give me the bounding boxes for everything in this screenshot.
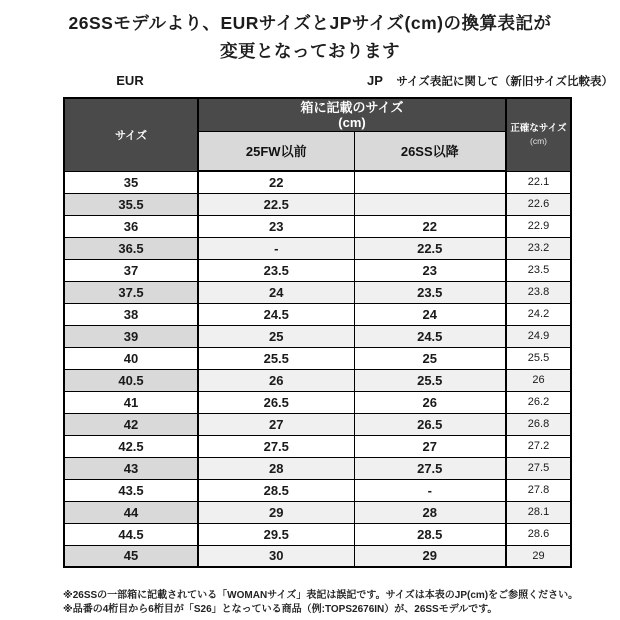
table-row bbox=[64, 215, 571, 237]
ss26-cell bbox=[354, 171, 506, 193]
exact-size-cell: 25.5 bbox=[506, 347, 571, 369]
exact-size-cell: 27.5 bbox=[506, 457, 571, 479]
eur-size-cell: 40.5 bbox=[64, 369, 198, 391]
exact-size-cell: 24.2 bbox=[506, 303, 571, 325]
comparison-note-label: サイズ表記に関して（新旧サイズ比較表） bbox=[396, 76, 613, 88]
box-size-group-line2: (cm) bbox=[338, 114, 366, 130]
ss26-cell: 22 bbox=[354, 215, 506, 237]
exact-size-cell: 27.2 bbox=[506, 435, 571, 457]
table-row bbox=[64, 281, 571, 303]
fw25-cell: 27.5 bbox=[198, 435, 354, 457]
table-row bbox=[64, 347, 571, 369]
ss26-cell: 25 bbox=[354, 347, 506, 369]
fw25-cell: 23.5 bbox=[198, 259, 354, 281]
fw25-cell: 30 bbox=[198, 545, 354, 567]
table-row bbox=[64, 501, 571, 523]
ss26-cell: 24.5 bbox=[354, 325, 506, 347]
exact-size-cell: 23.8 bbox=[506, 281, 571, 303]
table-row bbox=[64, 237, 571, 259]
table-row bbox=[64, 259, 571, 281]
eur-size-cell: 37 bbox=[64, 259, 198, 281]
fw25-cell: - bbox=[198, 237, 354, 259]
eur-size-cell: 44.5 bbox=[64, 523, 198, 545]
exact-size-cell: 26 bbox=[506, 369, 571, 391]
exact-size-cell: 27.8 bbox=[506, 479, 571, 501]
table-row bbox=[64, 369, 571, 391]
table-row bbox=[64, 171, 571, 193]
eur-size-cell: 39 bbox=[64, 325, 198, 347]
fw25-cell: 28 bbox=[198, 457, 354, 479]
exact-size-cell: 23.2 bbox=[506, 237, 571, 259]
size-header-cell: サイズ bbox=[64, 98, 198, 171]
fw25-cell: 25 bbox=[198, 325, 354, 347]
table-row bbox=[64, 523, 571, 545]
table-row bbox=[64, 325, 571, 347]
table-row bbox=[64, 545, 571, 567]
exact-size-cell: 23.5 bbox=[506, 259, 571, 281]
eur-size-cell: 35 bbox=[64, 171, 198, 193]
page-title bbox=[0, 9, 620, 65]
eur-size-cell: 42 bbox=[64, 413, 198, 435]
fw25-cell: 25.5 bbox=[198, 347, 354, 369]
eur-size-cell: 37.5 bbox=[64, 281, 198, 303]
ss26-cell: 23 bbox=[354, 259, 506, 281]
exact-size-header-cell bbox=[506, 98, 571, 171]
ss26-cell: 28.5 bbox=[354, 523, 506, 545]
fw25-cell: 29 bbox=[198, 501, 354, 523]
eur-size-cell: 41 bbox=[64, 391, 198, 413]
header-row-group bbox=[64, 98, 571, 131]
table-row bbox=[64, 413, 571, 435]
eur-size-cell: 38 bbox=[64, 303, 198, 325]
size-table-body bbox=[64, 171, 571, 567]
eur-size-cell: 40 bbox=[64, 347, 198, 369]
eur-size-cell: 43 bbox=[64, 457, 198, 479]
exact-size-cell: 26.2 bbox=[506, 391, 571, 413]
fw25-cell: 23 bbox=[198, 215, 354, 237]
ss26-cell: - bbox=[354, 479, 506, 501]
table-row bbox=[64, 457, 571, 479]
exact-size-cell: 28.1 bbox=[506, 501, 571, 523]
eur-size-cell: 42.5 bbox=[64, 435, 198, 457]
ss26-cell: 27.5 bbox=[354, 457, 506, 479]
ss26-cell bbox=[354, 193, 506, 215]
exact-size-cell: 22.1 bbox=[506, 171, 571, 193]
ss26-cell: 23.5 bbox=[354, 281, 506, 303]
table-row bbox=[64, 391, 571, 413]
table-row bbox=[64, 479, 571, 501]
fw25-cell: 27 bbox=[198, 413, 354, 435]
ss26-cell: 27 bbox=[354, 435, 506, 457]
ss26-cell: 24 bbox=[354, 303, 506, 325]
table-header bbox=[64, 98, 571, 171]
fw25-cell: 24 bbox=[198, 281, 354, 303]
exact-size-line2: (cm) bbox=[530, 135, 547, 146]
footnote-line2: ※品番の4桁目から6桁目が「S26」となっている商品（例:TOPS2676IN）が、26SSモデルです。 bbox=[63, 603, 498, 615]
footnote-line1: ※26SSの一部箱に記載されている「WOMANサイズ」表記は誤記です。サイズは本表のJP(cm)をご参照ください。 bbox=[63, 590, 579, 601]
exact-size-cell: 29 bbox=[506, 545, 571, 567]
jp-column-label: JP bbox=[367, 73, 383, 88]
ss26-cell: 25.5 bbox=[354, 369, 506, 391]
eur-column-label: EUR bbox=[116, 73, 144, 88]
table-row bbox=[64, 193, 571, 215]
fw25-cell: 29.5 bbox=[198, 523, 354, 545]
exact-size-cell: 28.6 bbox=[506, 523, 571, 545]
size-conversion-table bbox=[63, 97, 572, 568]
fw25-cell: 22.5 bbox=[198, 193, 354, 215]
fw25-cell: 24.5 bbox=[198, 303, 354, 325]
table-row bbox=[64, 303, 571, 325]
box-size-group-line1: 箱に記載のサイズ bbox=[300, 99, 404, 115]
ss26-cell: 29 bbox=[354, 545, 506, 567]
page-title-line1: 26SSモデルより、EURサイズとJPサイズ(cm)の換算表記が bbox=[68, 13, 552, 33]
col-26ss-header-cell: 26SS以降 bbox=[354, 131, 506, 171]
box-size-group-header-cell bbox=[198, 98, 506, 131]
eur-size-cell: 45 bbox=[64, 545, 198, 567]
table-row bbox=[64, 435, 571, 457]
eur-size-cell: 43.5 bbox=[64, 479, 198, 501]
eur-size-cell: 36.5 bbox=[64, 237, 198, 259]
eur-size-cell: 44 bbox=[64, 501, 198, 523]
ss26-cell: 22.5 bbox=[354, 237, 506, 259]
footnotes bbox=[63, 589, 613, 616]
ss26-cell: 28 bbox=[354, 501, 506, 523]
col-25fw-header-cell: 25FW以前 bbox=[198, 131, 354, 171]
exact-size-cell: 24.9 bbox=[506, 325, 571, 347]
fw25-cell: 26.5 bbox=[198, 391, 354, 413]
eur-size-cell: 35.5 bbox=[64, 193, 198, 215]
exact-size-cell: 22.9 bbox=[506, 215, 571, 237]
page-title-line2: 変更となっております bbox=[220, 41, 400, 61]
exact-size-line1: 正確なサイズ bbox=[510, 122, 567, 134]
fw25-cell: 22 bbox=[198, 171, 354, 193]
eur-size-cell: 36 bbox=[64, 215, 198, 237]
exact-size-cell: 22.6 bbox=[506, 193, 571, 215]
fw25-cell: 28.5 bbox=[198, 479, 354, 501]
ss26-cell: 26 bbox=[354, 391, 506, 413]
fw25-cell: 26 bbox=[198, 369, 354, 391]
ss26-cell: 26.5 bbox=[354, 413, 506, 435]
exact-size-cell: 26.8 bbox=[506, 413, 571, 435]
